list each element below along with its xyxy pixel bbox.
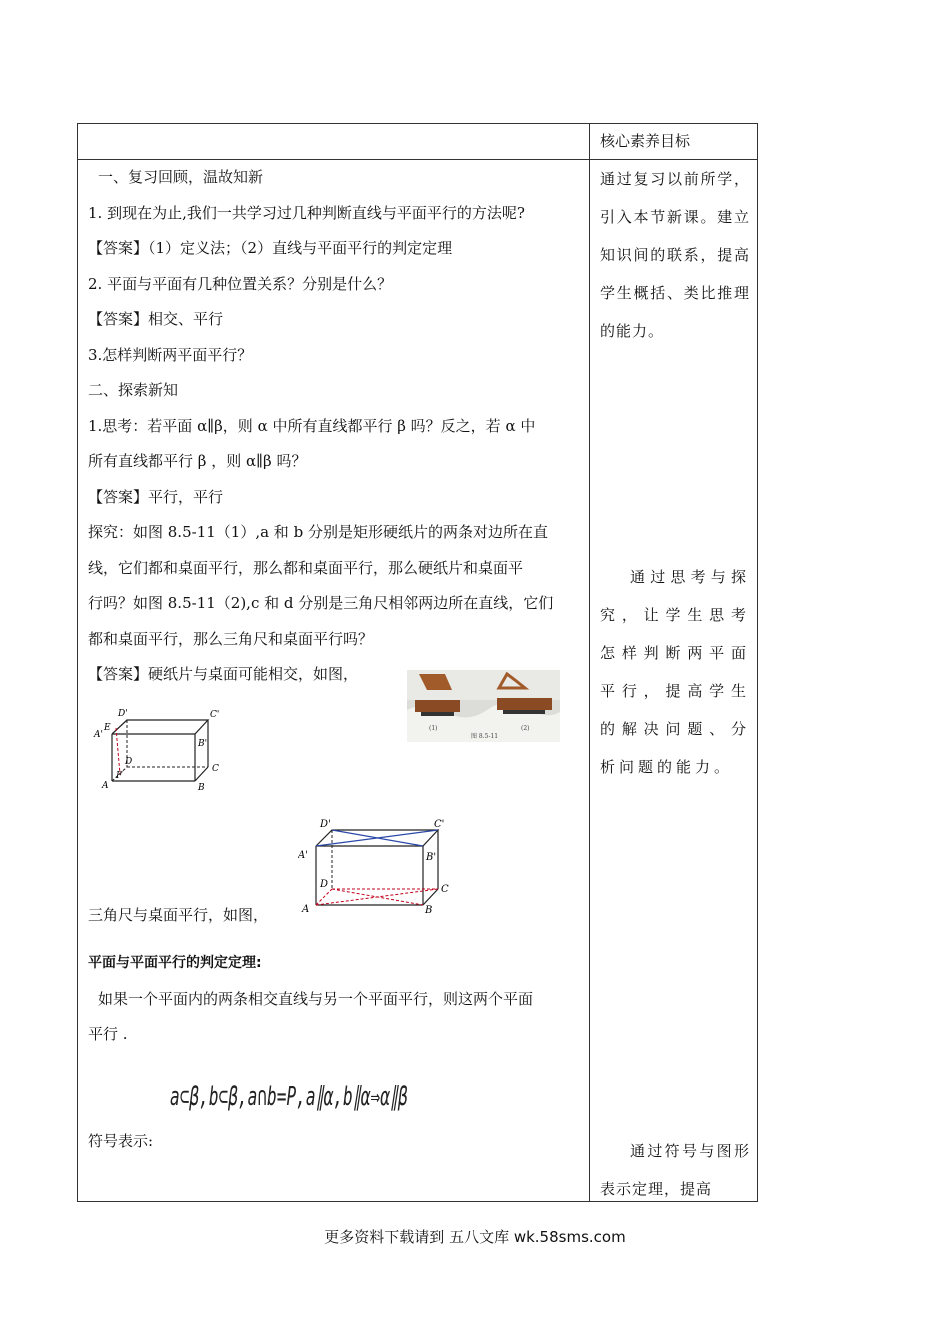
symbol-label-row — [88, 1124, 582, 1160]
theorem-block — [88, 946, 582, 1053]
question-3: 3.怎样判断两平面平行？ — [88, 345, 253, 364]
theorem-title: 平面与平面平行的判定定理: — [88, 955, 262, 971]
theorem-line-2: 平行 . — [88, 1025, 128, 1043]
box2-label-Aprime: A' — [298, 850, 308, 861]
box1-label-E: E — [104, 723, 111, 733]
question-1: 1. 到现在为止,我们一共学习过几种判断直线与平面平行的方法呢? — [88, 203, 525, 222]
box1-label-A: A — [102, 781, 109, 791]
box1-label-F: F — [116, 771, 123, 781]
think-line-1: 1.思考：若平面 α∥β，则 α 中所有直线都平行 β 吗？反之，若 α 中 — [88, 416, 536, 435]
symbol-formula-text: a⊂β,b⊂β,a∩b=P,a∥α,b∥α⇒α∥β — [170, 1082, 408, 1112]
box1-label-Aprime: A' — [94, 730, 103, 740]
box-figure-1 — [90, 704, 230, 798]
explore-line-4: 都和桌面平行，那么三角尺和桌面平行吗？ — [88, 629, 374, 648]
section1-title: 一、复习回顾，温故知新 — [98, 168, 264, 186]
box2-label-A: A — [302, 904, 310, 915]
triangle-text: 三角尺与桌面平行，如图， — [88, 906, 269, 924]
explore-line-2: 线，它们都和桌面平行，那么都和桌面平行，那么硬纸片和桌面平 — [88, 558, 524, 577]
main-content — [88, 160, 582, 693]
box1-label-Cprime: C' — [210, 710, 220, 720]
footer-text: 更多资料下载请到 五八文库 wk.58sms.com — [324, 1228, 626, 1246]
question-2: 2. 平面与平面有几种位置关系？分别是什么？ — [88, 274, 393, 293]
lesson-table — [77, 123, 758, 1202]
box2-label-B: B — [425, 905, 433, 916]
side-note-2: 通过思考与探究，让学生思考怎样判断两平面平行，提高学生的解决问题、分析问题的能力。 — [600, 568, 750, 776]
core-goal-heading: 核心素养目标 — [600, 132, 691, 150]
side-note-1: 通过复习以前所学，引入本节新课。建立知识间的联系，提高学生概括、类比推理的能力。 — [600, 170, 750, 340]
answer-3: 【答案】平行，平行 — [88, 487, 224, 506]
explore-line-3: 行吗？如图 8.5-11（2),c 和 d 分别是三角尺相邻两边所在直线，它们 — [88, 594, 554, 612]
box1-label-D: D — [125, 757, 133, 767]
box2-label-Cprime: C' — [434, 819, 445, 830]
symbol-formula — [170, 1082, 408, 1112]
box2-label-Dprime: D' — [320, 819, 331, 830]
box2-label-Bprime: B' — [426, 852, 437, 863]
box2-label-D: D — [320, 879, 329, 890]
answer-2: 【答案】相交、平行 — [88, 310, 224, 328]
column-divider — [589, 124, 590, 1201]
main-content-lower — [88, 898, 582, 934]
explore-line-1: 探究：如图 8.5-11（1）,a 和 b 分别是矩形硬纸片的两条对边所在直 — [88, 523, 548, 541]
symbol-label: 符号表示: — [88, 1132, 154, 1150]
box1-label-Bprime: B' — [198, 739, 208, 749]
answer-4: 【答案】硬纸片与桌面可能相交，如图， — [88, 665, 359, 683]
box1-label-B: B — [198, 783, 205, 793]
box1-label-Dprime: D' — [118, 709, 128, 719]
side-note-3: 通过符号与图形表示定理，提高 — [600, 1142, 750, 1198]
section2-title: 二、探索新知 — [88, 381, 179, 399]
figure-photo — [407, 670, 560, 742]
photo-caption: 图 8.5-11 — [471, 733, 499, 740]
think-line-2: 所有直线都平行 β ，则 α∥β 吗？ — [88, 452, 307, 470]
photo-label-2: (2) — [521, 725, 530, 732]
photo-label-1: (1) — [429, 725, 438, 732]
answer-1: 【答案】（1）定义法；（2）直线与平面平行的判定定理 — [88, 239, 453, 257]
theorem-line-1: 如果一个平面内的两条相交直线与另一个平面平行，则这两个平面 — [98, 989, 534, 1008]
box2-label-C: C — [441, 884, 449, 895]
box1-label-C: C — [212, 764, 219, 774]
